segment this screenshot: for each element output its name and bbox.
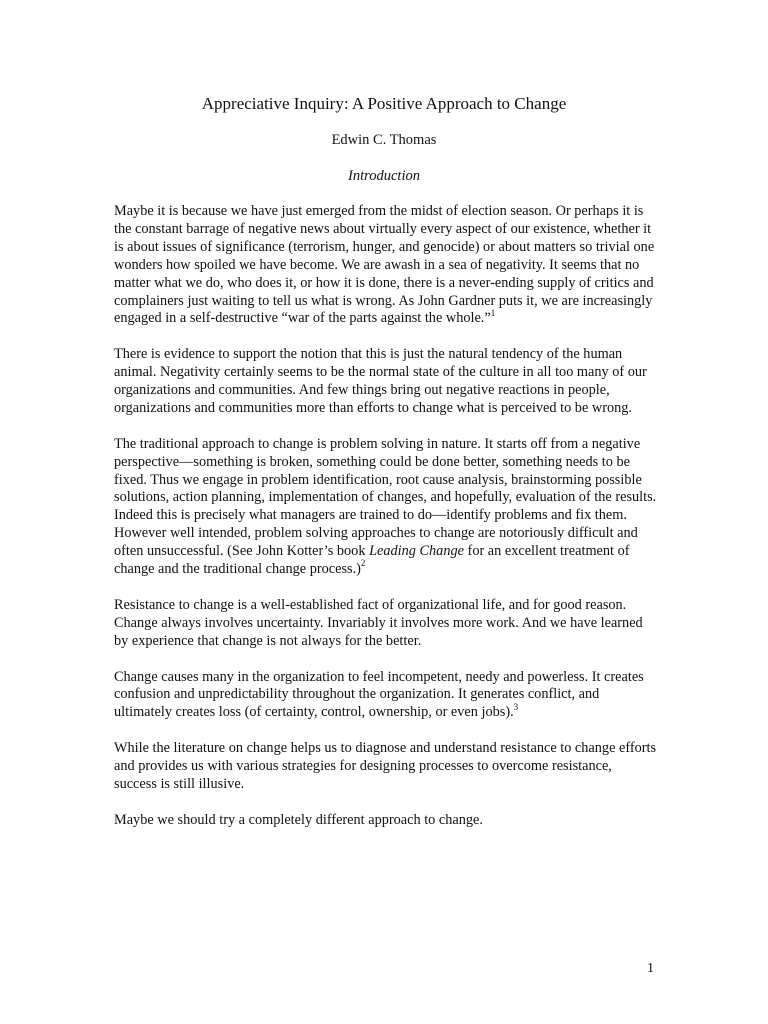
page-number: 1 <box>647 961 654 976</box>
footnote-ref: 3 <box>513 701 519 712</box>
paragraph-3 <box>114 436 658 579</box>
paragraph-5 <box>114 669 658 723</box>
paragraph-text: Maybe we should try a completely different approach to change. <box>114 811 483 828</box>
paragraph-1 <box>114 203 658 328</box>
footnote-ref: 1 <box>490 307 496 318</box>
paragraph-text: for an excellent treatment of change and the traditional change process.) <box>114 543 630 578</box>
paragraph-text: While the literature on change helps us to diagnose and understand resistance to change efforts and provides us with various strategies for designing processes to overcome resistance, success is still illusive. <box>114 740 657 792</box>
paragraph-6 <box>114 740 658 794</box>
paragraph-text: Change causes many in the organization to feel incompetent, needy and powerless. It creates confusion and unpredictability throughout the organization. It generates conflict, and ultimately creates loss (of certainty, control, ownership, or even jobs). <box>114 668 644 721</box>
paragraph-7 <box>114 812 658 830</box>
document-body <box>114 203 658 848</box>
section-heading: Introduction <box>348 168 420 184</box>
paragraph-text: The traditional approach to change is problem solving in nature. It starts off from a negative perspective—something is broken, something could be done better, something needs to be fixed. Thus we engage in problem identification, root cause analysis, brainstorming possible solutions, action planning, implementation of changes, and hopefully, evaluation of the results. Indeed this is precisely what managers are trained to do—identify problems and fix them. However well intended, problem solving approaches to change are notoriously difficult and often unsuccessful. (See John Kotter’s book <box>114 435 657 560</box>
paragraph-text: There is evidence to support the notion that this is just the natural tendency of the human animal. Negativity certainly seems to be the normal state of the culture in all too many of our organizations and communities. And few things bring out negative reactions in people, organizations and communities more than efforts to change what is perceived to be wrong. <box>114 346 647 416</box>
book-title: Leading Change <box>369 543 464 560</box>
footnote-ref: 2 <box>360 558 366 569</box>
document-title: Appreciative Inquiry: A Positive Approach to Change <box>201 94 567 113</box>
author-name: Edwin C. Thomas <box>331 132 437 148</box>
paragraph-4 <box>114 597 658 651</box>
paragraph-2 <box>114 346 658 418</box>
paragraph-text: Maybe it is because we have just emerged from the midst of election season. Or perhaps it is the constant barrage of negative news about virtually every aspect of our existence, whether it is about issues of significance (terrorism, hunger, and genocide) or about matters so trivial one wonders how spoiled we have become. We are awash in a sea of negativity. It seems that no matter what we do, who does it, or how it is done, there is a never-ending supply of critics and complainers just waiting to tell us what is wrong. As John Gardner puts it, we are increasingly engaged in a self-destructive “war of the parts against the whole.” <box>114 203 655 327</box>
paragraph-text: Resistance to change is a well-established fact of organizational life, and for good reason. Change always involves uncertainty. Invariably it involves more work. And we have learned by experience that change is not always for the better. <box>114 596 643 649</box>
